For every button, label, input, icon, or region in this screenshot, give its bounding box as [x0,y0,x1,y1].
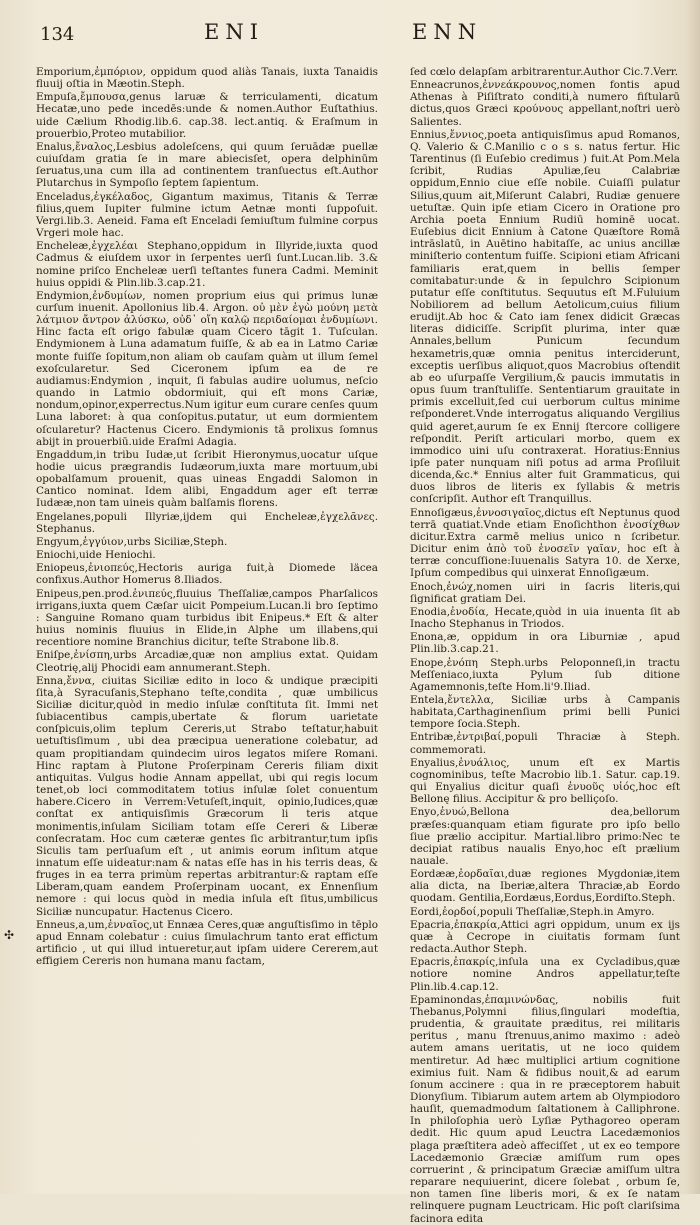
dictionary-entry: Eordææ,ἐορδαῖαι,duæ regiones Mygdoniæ,item alia dicta, na Iberiæ,altera Thraciæ,ab Eordo quodam. Gentilia,Eordæus,Eordus,Eordiſto.Steph. [410,868,680,905]
dictionary-entry: Eordi,ἐορδοί,populi Theſſaliæ,Steph.in Amyro. [410,905,655,918]
dictionary-entry: Emporium,ἐμπόριον, oppidum quod aliàs Tanais, iuxta Tanaidis fluuij oſtia in Mæotin.Steph. [36,66,378,91]
dictionary-entry: Epacria,ἐπακρία,Attici agri oppidum, unum ex ijs quæ à Cecrope in ciuitatis formam ſunt redacta.Author Steph. [410,918,680,956]
dictionary-entry: Epacris,ἐπακρίς,inſula una ex Cycladibus,quæ notiore nomine Andros appellatur,teſte Plin.lib.4.cap.12. [410,956,680,993]
dictionary-entry: Enyo,ἐνυώ,Bellona dea,bellorum præſes:quanquam etiam figurate pro ipſo bello ſiue prælio accipitur. Martial.libro primo:Nec te decipiat ratibus naualis Enyo,hoc eſt prælium nauale. [410,806,680,867]
running-head-right: ENN [412,20,483,44]
dictionary-entry: Enalus,ἔναλος,Lesbius adoleſcens, qui quum ſeruādæ puellæ cuiuſdam gratia ſe in mare abiecisſet, opera delphinūm ſeruatus,una cum illa ad continentem tranſuectus eſt.Author Plutarchus in Sympoſio ſeptem ſapientum. [36,140,378,190]
dictionary-entry: Encheleæ,ἐγχελέαι Stephano,oppidum in Illyride,iuxta quod Cadmus & eiuſdem uxor in ſerpentes uerſi ſunt.Lucan.lib. 3.& nomine priſco Encheleæ uerſi teſtantes funera Cadmi. Meminit huius oppidi & Plin.lib.3.cap.21. [36,240,378,289]
dictionary-entry: Ennius,ἔννιος,poeta antiquisſimus apud Romanos, Q. Valerio & C.Manilio c o s s. natus fertur. Hic Tarentinus (ſi Euſebio credimus ) fuit.At Pom.Mela ſcribit, Rudias Apuliæ,ſeu Calabriæ oppidum,Ennio ciue eſſe nobile. Cuiaſſi pulatur Silius,quum ait,Miſerunt Calabri, Rudiæ genuere uetuſtæ. Quin ipſe etiam Cicero in Oratione pro Archia poeta Ennium Rudiū hominē uocat. Euſebius dicit Ennium à Catone Quæſtore Romā intrāslatū, in Auētino habitaſſe, ac unius ancillæ miniſterio contentum fuiſſe. Scipioni etiam Africani familiaris erat,quem in bellis ſemper comitabatur:unde & in ſepulchro Scipionum putatur eſſe conſtitutus. Sequutus eſt M.Fuluium Nobiliorem ad bellum Aetolicum,cuius filium erudijt.Ab hoc & Cato iam ſenex didicit Græcas literas didiciſſe. Scripſit plurima, inter quæ Annales,bellum Punicum ſecundum hexametris,quæ omnia penitus interciderunt, exceptis uerſibus aliquot,quos Macrobius oſtendit ab eo uſurpaſſe Vergilium,& paucis immutatis in opus ſuum tranſtuliſſe. Sententiarum grauitate in primis excelluit,ſed cui uerborum cultus minime reſponderet.Vnde interrogatus aliquando Vergilius quid ageret,aurum ſe ex Ennij ſtercore colligere reſpondit. Periſt articulari morbo, quem ex immodico uini uſu contraxerat. Horatius:Ennius ipſe pater nunquam niſi potus ad arma Proſiluit dicenda,&c.* Ennius alter fuit Grammaticus, qui duos libros de literis ex ſyllabis & metris conſcripſit. Author eſt Tranquillus. [410,128,680,506]
running-head-left: ENI [204,20,264,44]
dictionary-entry: Enipeus,pen.prod.ἐνιπεύς,fluuius Theſſaliæ,campos Pharſalicos irrigans,iuxta quem Cæſar uicit Pompeium.Lucan.li bro ſeptimo : Sanguine Romano quam turbidus ibit Enipeus.* Eſt & alter huius nominis fluuius in Elide,in Alphe um illabens,qui recentiore nomine Branchius dicitur, teſte Strabone lib.8. [36,587,378,649]
margin-mark: ✣ [4,928,15,942]
page-header [40,20,660,54]
dictionary-entry: ſed cœlo delapſam arbitrarentur.Author Cic.7.Verr. [410,66,679,78]
dictionary-entry: Engaddum,in tribu Iudæ,ut ſcribit Hieronymus,uocatur uſque hodie uicus prægrandis Iudæorum,iuxta mare mortuum,ubi opobalſamum prouenit, quas uineas Engaddi Salomon in Cantico nominat. Idem alibi, Engaddum ager eſt terræ Iudææ,non tam uineis quàm balſamis florens. [36,448,378,510]
dictionary-entry: Enneus,a,um,ἐνναῖος,ut Ennæa Ceres,quæ anguſtisſimo in tēplo apud Ennam colebatur : cuius ſimulachrum tanto erat effictum artificio , ut qui illud intueretur,aut ipſam uidere Cererem,aut effigiem Cereris non humana manu factam, [36,918,378,968]
dictionary-entry: Enna,ἔννα, ciuitas Siciliæ edito in loco & undique præcipiti ſita,à Syracuſanis,Stephano teſte,condita , quæ umbilicus Siciliæ dicitur,quòd in medio inſulæ conſtituta ſit. Immi net ſubiacentibus campis,ubertate & florum uarietate conſpicuis,olim teplum Cereris,ut Strabo teſtatur,habuit uetuſtisſimum , ubi dea præcipua ueneratione colebatur, ad quam propitiandam quindecim uiros legatos miſere Romani. Hinc raptam à Plutone Proſerpinam Cereris filiam dixit antiquitas. Vulgus hodie Annam appellat, ubi qui regis locum tenet,ob loci commoditatem totius inſulæ ſolet conuentum habere.Cicero in Verrem:Vetuſeſt,inquit, opinio,Iudices,quæ conſtat ex antiquisſimis Græcorum li teris atque monimentis,inſulam Siciliam totam eſſe Cereri & Liberæ conſecratam. Hoc cum cæteræ gentes ſic arbitrantur,tum ipſis Siculis tam perſuaſum eſt , ut animis eorum inſitum atque innatum eſſe uideatur:nam & natas eſſe has in his terris deas, & fruges in ea terra primùm repertas arbitrantur:& raptam eſſe Liberam,quam eandem Proſerpinam uocant, ex Ennenſium nemore : qui locus quòd in media inſula eſt ſitus,umbilicus Siciliæ nuncupatur. Hactenus Cicero. [36,674,378,918]
dictionary-entry: Enneacrunos,ἐννεάκρουνος,nomen fontis apud Athenas à Piſiſtrato conditi,à numero fiſtularū dictus,quos Græci κρούνους appellant,noſtri uerò Salientes. [410,79,680,128]
dictionary-entry: Entribæ,ἐντριβαί,populi Thraciæ à Steph. commemorati. [410,731,680,756]
dictionary-entry: Enyalius,ἐνυάλιος, unum eſt ex Martis cognominibus, teſte Macrobio lib.1. Satur. cap.19. qui Enyalius dicitur quaſi ἐνυοῦς υἱός,hoc eſt Bellonę filius. Accipitur & pro belliçoſo. [410,756,680,806]
right-column [410,66,680,1225]
dictionary-entry: Engyum,ἐγγύιον,urbs Siciliæ,Steph. [36,535,228,548]
dictionary-entry: Endymion,ἐνδυμίων, nomen proprium eius qui primus lunæ curſum inuenit. Apollonius lib.4. Argon. οὐ μὲν ἐγὼ μούνη μετὰ λάτμιον ἄντρον ἀλύσκω, οὐδ᾽ οἴη καλῷ περιδαίομαι ἐνδυμίωνι. Hinc facta eſt origo fabulæ quam Cicero tāgit 1. Tuſculan. Endymionem à Luna adamatum fuiſſe, & ab ea in Latmo Cariæ monte fuiſſe ſopitum,non aliam ob cauſam quàm ut illum ſemel exoſcularetur. Sed Ciceronem ipſum ea de re audiamus:Endymion , inquit, ſi fabulas audire uolumus, neſcio quando in Latmio obdormiuit, qui eſt mons Cariæ, nondum,opinor,experrectus.Num igitur eum curare cenſes quum Luna laboret: à qua conſopitus.putatur, ut eum dormientem oſcularetur? Hactenus Cicero. Endymionis tā prolixus ſomnus abijt in prouerbiū.uide Eraſmi Adagia. [36,289,378,448]
page-number: 134 [40,24,75,45]
dictionary-entry: Ennoſigæus,ἐννοσιγαῖος,dictus eſt Neptunus quod terrā quatiat.Vnde etiam Enoſichthon ἐνοσίχθων dicitur.Extra carmē melius unico n ſcribetur. Dicitur enim ἀπὸ τοῦ ἐνοσεῖν γαῖαν, hoc eſt à terræ concuſſione:Iuuenalis Satyra 10. de Xerxe, Ipſum compedibus qui uinxerat Ennoſigæum. [410,506,680,580]
page-edge-shadow [686,0,700,1194]
left-column [36,66,378,1176]
dictionary-entry: Enceladus,ἐγκέλαδος, Gigantum maximus, Titanis & Terræ filius,quem Iupiter fulmine ictum Aetnæ monti ſuppoſuit. Vergi.lib.3. Aeneid. Fama eſt Enceladi ſemiuſtum fulmine corpus Vrgeri mole hac. [36,190,378,240]
dictionary-entry: Enope,ἐνόπη Steph.urbs Peloponneſi,in tractu Meſſeniaco,iuxta Pylum ſub ditione Agamemnonis,teſte Hom.li'9.Iliad. [410,656,680,693]
dictionary-entry: Eniopeus,ἐνιοπεύς,Hectoris auriga fuit,à Diomede läcea confixus.Author Homerus 8.Iliados. [36,562,378,587]
dictionary-entry: Enona,æ, oppidum in ora Liburniæ , apud Plin.lib.3.cap.21. [410,631,680,656]
dictionary-entry: Enodia,ἐνοδία, Hecate,quòd in uia inuenta ſit ab Inacho Stephanus in Triodos. [410,605,680,631]
dictionary-entry: Empuſa,ἔμπουσα,genus laruæ & terriculamenti, dicatum Hecatæ,uno pede incedēs:unde & nomen.Author Euſtathius. uide Cælium Rhodig.lib.6. cap.38. lect.antiq. & Eraſmum in prouerbio,Proteo mutabilior. [36,91,378,140]
dictionary-entry: Epaminondas,ἐπαμινώνδας, nobilis fuit Thebanus,Polymni filius,ſingulari modeſtia, prudentia, & grauitate præditus, rei militaris peritus , manu ſtrenuus,animo maximo : adeò autem amans ueritatis, ut ne ioco quidem mentiretur. Ad hæc multiplici artium cognitione eximius fuit. Nam & fidibus nouit,& ad earum ſonum accinere : qua in re præceptorem habuit Dionyſium. Tibiarum autem artem ab Olympiodoro hauſit, quemadmodum ſaltationem à Calliphrone. In philoſophia uerò Lyſiæ Pythagoreo operam dedit. Hic quum apud Leuctra Lacedæmonios plaga præſtitera adeò affeciſſet , ut ex eo tempore Lacedæmonio Græciæ amiſſum rum opes corruerint , & principatum Græciæ amiſſum ultra reparare nequiuerint, dicere ſolebat , orbum ſe, non tamen ſine liberis mori, & ex ſe natam relinquere pugnam Leuctricam. Hic poſt clariſsima facinora edita [410,993,680,1225]
dictionary-entry: Eniochi,uide Heniochi. [36,549,156,562]
dictionary-entry: Entela,ἔντελλα, Siciliæ urbs à Campanis habitata,Carthaginenſium primi belli Punici tempore ſocia.Steph. [410,693,680,731]
dictionary-entry: Eniſpe,ἐνίσπη,urbs Arcadiæ,quæ non amplius extat. Quidam Cleotrię,alij Phocidi eam annumerant.Steph. [36,649,378,674]
dictionary-entry: Engelanes,populi Illyriæ,ijdem qui Encheleæ,ἐγχελᾶνες. Stephanus. [36,510,378,535]
dictionary-entry: Enoch,ἐνώχ,nomen uiri in ſacris literis,qui ſignificat gratiam Dei. [410,580,680,605]
